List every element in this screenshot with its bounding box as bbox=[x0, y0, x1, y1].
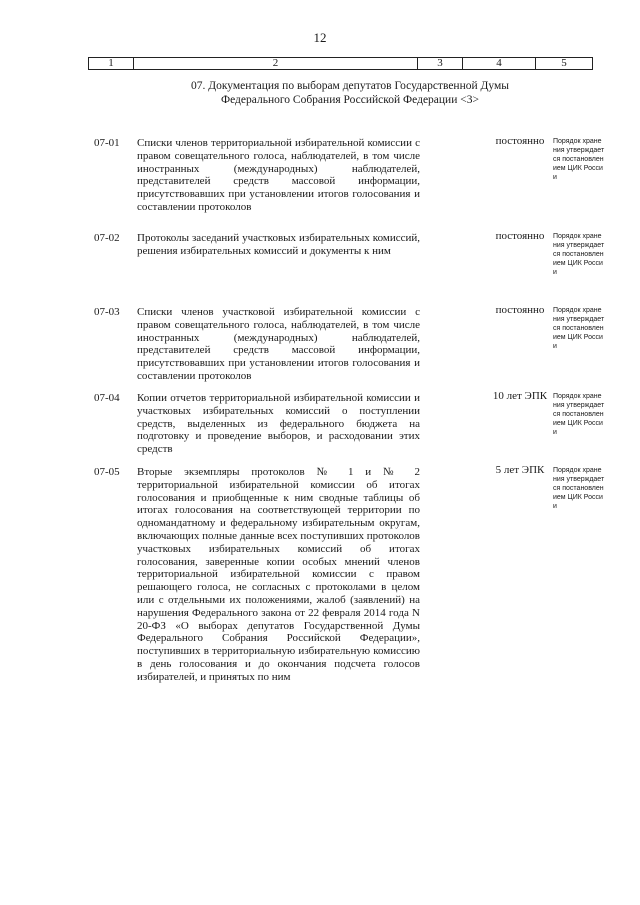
page-number: 12 bbox=[313, 30, 327, 45]
column-number-header bbox=[88, 57, 593, 70]
entry-note: Порядок хранения утверждается постановлением ЦИК России bbox=[553, 138, 605, 181]
column-header-5: 5 bbox=[536, 58, 593, 70]
entry-description: Протоколы заседаний участковых избирательных комиссий, решения избирательных комиссий и документы к ним bbox=[137, 232, 420, 257]
column-header-2: 2 bbox=[134, 58, 418, 70]
entry-retention-term: постоянно bbox=[495, 135, 545, 147]
section-title-line-1: 07. Документация по выборам депутатов Государственной Думы bbox=[191, 80, 509, 92]
entry-note: Порядок хранения утверждается постановлением ЦИК России bbox=[553, 393, 605, 436]
entry-retention-term: 10 лет ЭПК bbox=[492, 390, 548, 402]
entry-code: 07-04 bbox=[94, 392, 120, 404]
entry-retention-term: постоянно bbox=[495, 304, 545, 316]
entry-description: Списки членов территориальной избирательной комиссии с правом совещательного голоса, наблюдателей, в том числе иностранных (международных) наблюдателей, представителей средств массовой информации, присутствовавших при установлении итогов голосования и составлении протоколов bbox=[137, 137, 420, 213]
entry-note: Порядок хранения утверждается постановлением ЦИК России bbox=[553, 233, 605, 276]
entry-description: Вторые экземпляры протоколов № 1 и № 2 территориальной избирательной комиссии об итогах голосования и приобщенные к ним сводные таблицы об итогах голосования на соответствующей территории по одномандатному и федеральному избирательным округам, включающих полные данные всех поступивших протоколов участковых избирательных комиссий об итогах голосования, заверенные копии особых мнений членов территориальной избирательной комиссии с правом решающего голоса, не согласных с протоколами в целом или с отдельными их положениями, жалоб (заявлений) на нарушения Федерального закона от 22 февраля 2014 года N 20-ФЗ «О выборах депутатов Государственной Думы Федерального Собрания Российской Федерации», поступивших в территориальную избирательную комиссию в день голосования и до окончания подсчета голосов избирателей, и принятых по ним bbox=[137, 466, 420, 683]
entry-code: 07-05 bbox=[94, 466, 120, 478]
entry-description: Копии отчетов территориальной избирательной комиссии и участковых избирательных комиссий о поступлении средств, выделенных из федерального бюджета на подготовку и проведение выборов, и расходовании этих средств bbox=[137, 392, 420, 456]
entry-code: 07-03 bbox=[94, 306, 120, 318]
section-title bbox=[150, 79, 550, 107]
entry-code: 07-01 bbox=[94, 137, 120, 149]
entry-retention-term: 5 лет ЭПК bbox=[495, 464, 545, 476]
column-header-1: 1 bbox=[89, 58, 134, 70]
entry-note: Порядок хранения утверждается постановлением ЦИК России bbox=[553, 307, 605, 350]
entry-retention-term: постоянно bbox=[495, 230, 545, 242]
section-title-line-2: Федерального Собрания Российской Федерации <3> bbox=[221, 94, 479, 106]
entry-description: Списки членов участковой избирательной комиссии с правом совещательного голоса, наблюдателей, в том числе иностранных (международных) наблюдателей, представителей средств массовой информации, присутствовавших при установлении итогов голосования и составлении протоколов bbox=[137, 306, 420, 382]
column-header-4: 4 bbox=[463, 58, 536, 70]
column-header-3: 3 bbox=[418, 58, 463, 70]
entry-code: 07-02 bbox=[94, 232, 120, 244]
entry-note: Порядок хранения утверждается постановлением ЦИК России bbox=[553, 467, 605, 510]
